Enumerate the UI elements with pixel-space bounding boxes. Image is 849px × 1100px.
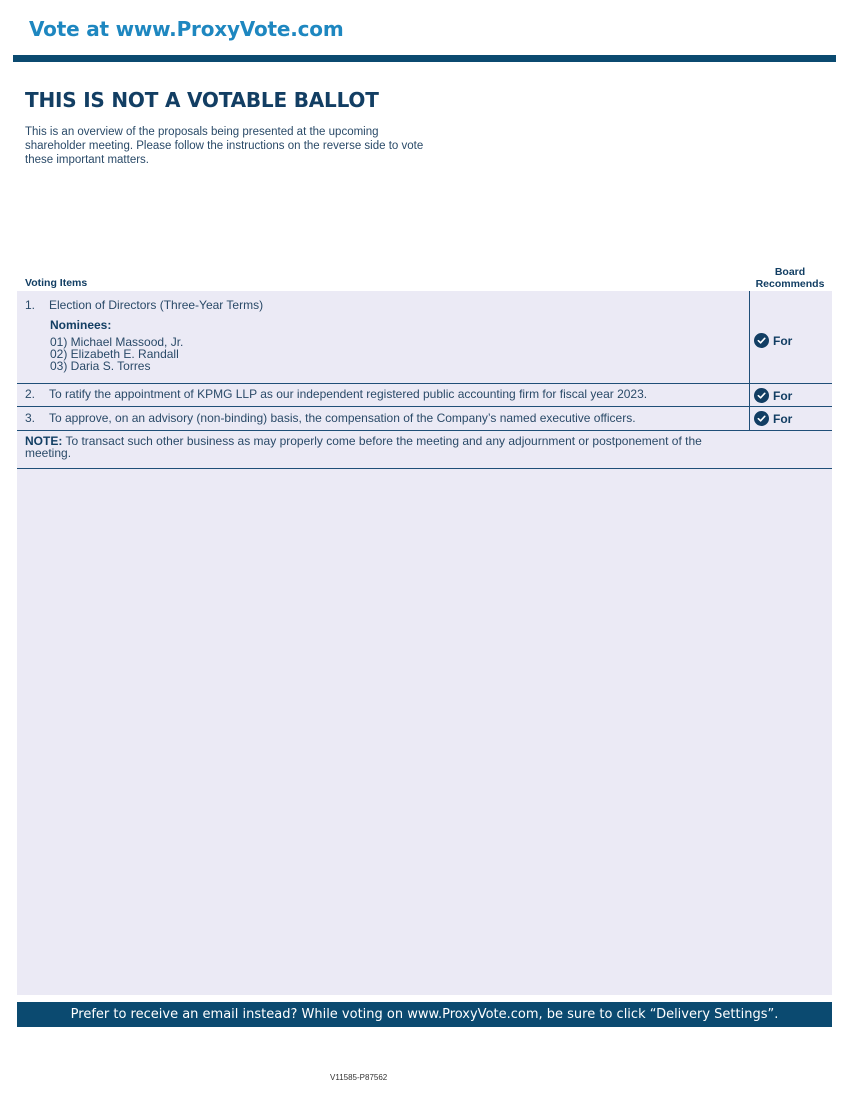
vote-link-header[interactable]: Vote at www.ProxyVote.com <box>29 17 344 41</box>
item-number: 1. <box>25 298 36 312</box>
voting-item-row <box>17 384 832 407</box>
board-recommendation-cell <box>749 291 793 383</box>
recommendation <box>754 333 792 348</box>
nominee: 03) Daria S. Torres <box>50 359 151 373</box>
recommendation <box>754 388 792 403</box>
recommendation-label: For <box>773 388 793 403</box>
board-recommendation-cell <box>749 407 793 430</box>
board-recommends-header <box>749 266 831 290</box>
note-label: NOTE: <box>25 434 63 448</box>
recommendation <box>754 411 792 426</box>
delivery-settings-banner: Prefer to receive an email instead? While voting on www.ProxyVote.com, be sure to click “Delivery Settings”. <box>17 1002 832 1027</box>
voting-item-row <box>17 407 832 431</box>
note-row <box>17 431 832 469</box>
nominees-label: Nominees: <box>50 318 112 332</box>
header-divider <box>13 55 836 62</box>
board-header-line1: Board <box>774 266 806 278</box>
check-circle-icon <box>754 411 769 426</box>
item-number: 3. <box>25 411 36 425</box>
check-circle-icon <box>754 333 769 348</box>
check-circle-icon <box>754 388 769 403</box>
page-title: THIS IS NOT A VOTABLE BALLOT <box>25 88 379 112</box>
nominee: 01) Michael Massood, Jr. <box>50 335 184 349</box>
nominee: 02) Elizabeth E. Randall <box>50 347 179 361</box>
voting-items-header: Voting Items <box>25 277 88 289</box>
item-text: To approve, on an advisory (non-binding) basis, the compensation of the Company’s named executive officers. <box>49 411 636 425</box>
document-code: V11585-P87562 <box>330 1073 388 1082</box>
recommendation-label: For <box>773 333 793 348</box>
item-text: Election of Directors (Three-Year Terms) <box>49 298 264 312</box>
recommendation-label: For <box>773 411 793 426</box>
item-text: To ratify the appointment of KPMG LLP as our independent registered public accounting firm for fiscal year 2023. <box>49 387 648 401</box>
intro-text: This is an overview of the proposals being presented at the upcoming shareholder meeting. Please follow the instructions on the reverse side to vote these important matters. <box>25 126 424 166</box>
board-recommendation-cell <box>749 384 793 406</box>
note-body: To transact such other business as may properly come before the meeting and any adjournment or postponement of the meeting. <box>25 434 702 460</box>
item-number: 2. <box>25 387 36 401</box>
note-text <box>25 435 750 459</box>
board-header-line2: Recommends <box>755 278 825 290</box>
voting-item-row <box>17 291 832 384</box>
